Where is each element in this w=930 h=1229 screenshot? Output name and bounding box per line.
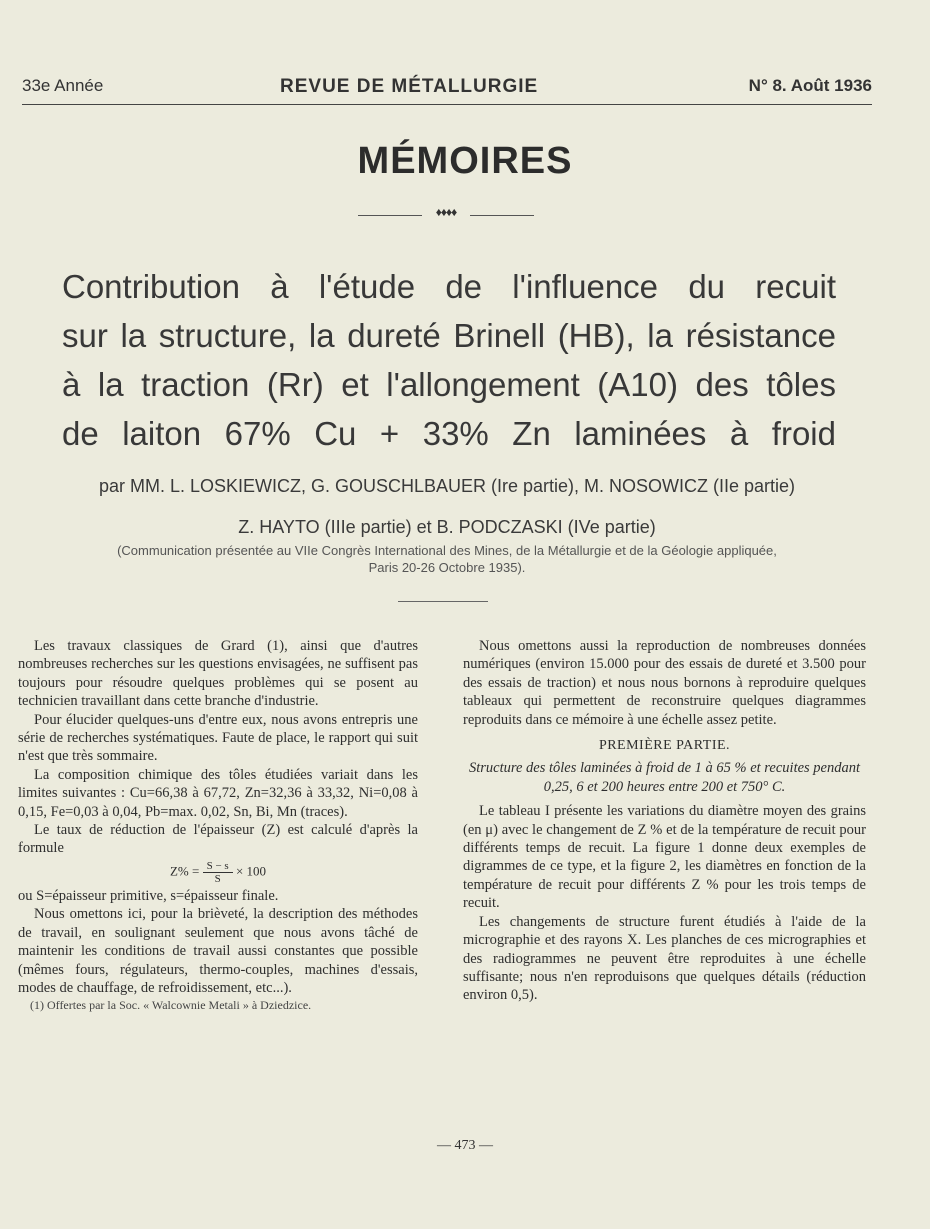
formula-lhs: Z% = bbox=[169, 863, 200, 879]
title-line-2: sur la structure, la dureté Brinell (HB), la résistance bbox=[62, 317, 836, 354]
part-subtitle: Structure des tôles laminées à froid de 1 à 65 % et recuites pendant 0,25, 6 et 200 heures entre 200 et 750° C. bbox=[468, 760, 861, 795]
left-column bbox=[18, 637, 418, 1013]
formula-denominator: S bbox=[214, 872, 221, 885]
paragraph: Le taux de réduction de l'épaisseur (Z) est calculé d'après la formule bbox=[18, 822, 418, 857]
article-title bbox=[62, 262, 836, 458]
paragraph: Les changements de structure furent étudiés à l'aide de la micrographie et des rayons X. Les planches de ces micrographies et des radiogrammes ne peuvent être reproduites à une échelle suffisante; nous n'en reproduisons que quelques détails (réduction environ 0,5). bbox=[463, 913, 866, 1004]
issue-number: N° 8. Août 1936 bbox=[748, 76, 872, 95]
section-divider bbox=[398, 601, 488, 602]
diamond-ornament-icon: ♦♦♦♦ bbox=[435, 205, 457, 219]
paragraph: Pour élucider quelques-uns d'entre eux, nous avons entrepris une série de recherches systématiques. Faute de place, le rapport qui suit n'est que très sommaire. bbox=[18, 711, 418, 765]
journal-title: REVUE DE MÉTALLURGIE bbox=[280, 76, 539, 97]
communication-line-1: (Communication présentée au VIIe Congrès International des Mines, de la Métallurgie et de la Géologie appliquée, bbox=[117, 543, 777, 558]
paragraph: Nous omettons aussi la reproduction de nombreuses données numériques (environ 15.000 pour des essais de dureté et 3.500 pour des essais de traction) et nous nous bornons à reproduire quelques tableaux qui permettent de reconstruire quelques diagrammes reproduits dans ce mémoire à une échelle assez petite. bbox=[463, 638, 866, 728]
title-line-4: de laiton 67% Cu + 33% Zn laminées à froid bbox=[62, 415, 836, 452]
ornament-line-left bbox=[358, 215, 422, 216]
volume-year: 33e Année bbox=[22, 76, 104, 95]
authors-line-2: Z. HAYTO (IIIe partie) et B. PODCZASKI (IVe partie) bbox=[238, 517, 656, 537]
communication-note bbox=[30, 542, 864, 576]
part-heading: PREMIÈRE PARTIE. bbox=[598, 738, 731, 754]
header-rule bbox=[22, 104, 872, 105]
paragraph: La composition chimique des tôles étudiées variait dans les limites suivantes : Cu=66,38 à 67,72, Zn=32,36 à 33,32, Ni=0,08 à 0,15, Fe=0,03 à 0,04, Pb=max. 0,02, Sn, Bi, Mn (traces). bbox=[18, 766, 418, 820]
communication-line-2: Paris 20-26 Octobre 1935). bbox=[368, 560, 526, 575]
paragraph: Le tableau I présente les variations du diamètre moyen des grains (en μ) avec le changement de Z % et de la température de recuit pour différents temps de recuit. La figure 1 donne deux exemples de digrammes de ce type, et la figure 2, les diamètres en fonction de la température de recuit pour différents Z % pour les trois temps de recuit. bbox=[463, 803, 866, 912]
paragraph: Nous omettons ici, pour la brièveté, la description des méthodes de travail, en soulignant seulement que nous avons tâché de maintenir les conditions de travail aussi constantes que possible (mêmes fours, régulateurs, thermo-couples, machines d'essais, modes de chauffage, de refroidissement, etc...). bbox=[18, 906, 418, 996]
formula-numerator: S − s bbox=[203, 860, 233, 873]
paragraph: Les travaux classiques de Grard (1), ainsi que d'autres nombreuses recherches sur les questions envisagées, ne suffisent pas toujours pour résoudre quelques problèmes qui se posent au technicien travaillant dans cette branche d'industrie. bbox=[18, 638, 418, 710]
ornament-line-right bbox=[470, 215, 534, 216]
authors-line-1: par MM. L. LOSKIEWICZ, G. GOUSCHLBAUER (Ire partie), M. NOSOWICZ (IIe partie) bbox=[98, 476, 796, 496]
reduction-formula bbox=[18, 860, 418, 885]
title-line-3: à la traction (Rr) et l'allongement (A10) des tôles bbox=[62, 366, 836, 403]
title-ornament bbox=[358, 205, 534, 222]
footnote: (1) Offertes par la Soc. « Walcownie Metali » à Dziedzice. bbox=[30, 998, 312, 1013]
paragraph: ou S=épaisseur primitive, s=épaisseur finale. bbox=[18, 887, 279, 904]
authors bbox=[22, 466, 872, 548]
section-title: MÉMOIRES bbox=[357, 140, 573, 182]
formula-fraction bbox=[203, 860, 233, 885]
page-number: — 473 — bbox=[437, 1138, 493, 1153]
running-header bbox=[22, 76, 872, 102]
title-line-1: Contribution à l'étude de l'influence du recuit bbox=[62, 268, 836, 305]
right-column bbox=[463, 637, 866, 1005]
formula-rhs: × 100 bbox=[235, 863, 267, 879]
